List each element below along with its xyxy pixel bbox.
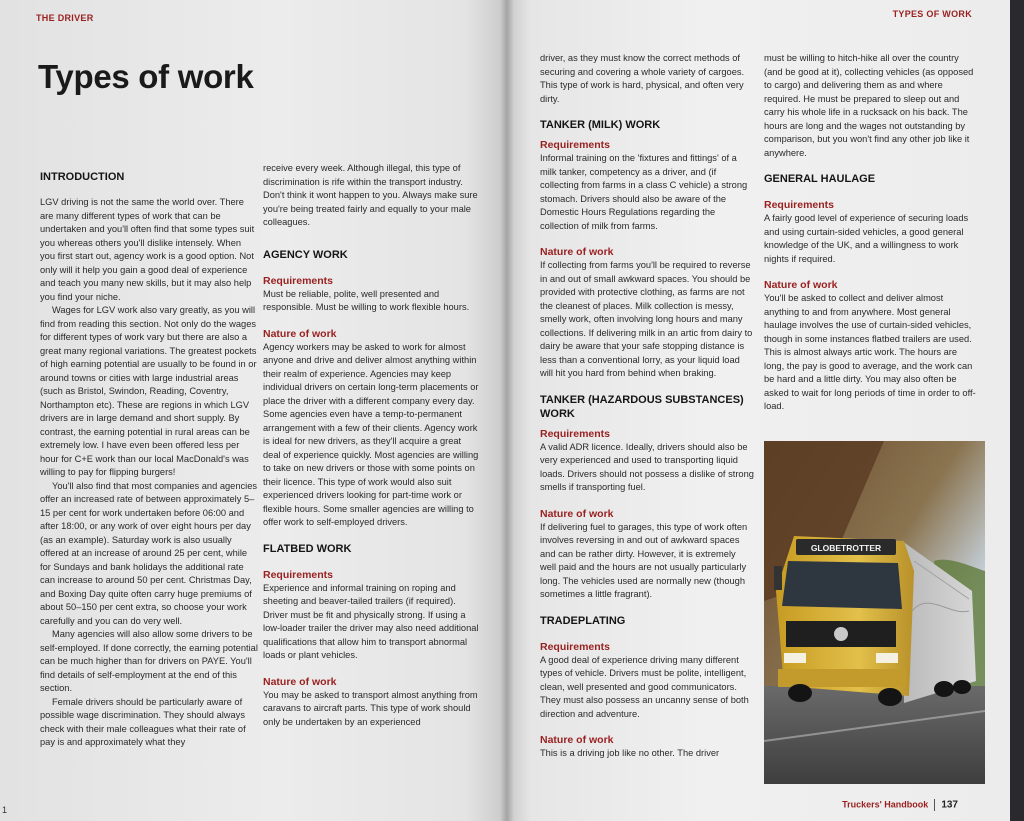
paragraph: You'll also find that most companies and agencies offer an increased rate of between approximately 5–15 per cent for work undertaken before 06:00 and after 18:00, or any work of over eight hours per day (as an example). Saturday work is also usually offered at an increase of around 25 per cent, while for Sundays and bank holidays the additional rate can increase to around 50 per cent. Christmas Day, and Boxing Day quite often carry huge premiums of about 50–150 per cent extra, so choose your work carefully and you can do very well. xyxy=(40,480,258,626)
mirror-left xyxy=(774,566,782,590)
heading-tanker-milk: TANKER (MILK) WORK xyxy=(540,119,661,131)
paragraph: Wages for LGV work also vary greatly, as you will find from reading this section. Not only do the wages for different types of work vary but there are also a great many regional variations. The greatest pockets of high earning potential are usually to be found in or around towns or cities with large industrial areas (such as Bristol, Swindon, Reading, Coventry, Northampton etc). These are regions in which LGV drivers are in large demand and short supply. By contrast, the earning potential in rural areas can be extremely low. I have even been offered less per hour for C+E work than our local MacDonald's was willing to pay for flipping burgers! xyxy=(40,305,257,477)
column-introduction xyxy=(40,170,258,750)
left-page xyxy=(0,0,506,821)
paragraph: receive every week. Although illegal, this type of discrimination is rife within the transport industry. Don't think it wont happen to you. Always make sure you're being treated fairly and equally to your male colleagues. xyxy=(263,163,478,227)
footer-divider xyxy=(934,799,935,811)
paragraph: Agency workers may be asked to work for almost anyone and drive and deliver almost anything within their realm of experience. Agencies may keep individual drivers on certain long-term placements or place the driver with a different company every day. Some agencies even have a temp-to-permanent arrangement with a few of their clients. Agency work is ideal for new drivers, as they'll acquire a great deal of experience quickly. Most agencies are willing to take on new drivers or those with some points on their licence. This type of work would also suit experienced drivers looking for part-time work or flexible hours. Some smaller agencies are willing to offer work to self-employed drivers. xyxy=(263,341,479,527)
paragraph: A good deal of experience driving many different types of vehicle. Drivers must be polite, intelligent, clean, well presented and good communicators. They must also possess an uncanny sense of both direction and adventure. xyxy=(540,654,749,719)
footer-book-title: Truckers' Handbook xyxy=(842,799,929,810)
page-number: 137 xyxy=(941,799,958,811)
subheading-requirements: Requirements xyxy=(540,640,611,653)
paragraph: If collecting from farms you'll be required to reverse in and out of small awkward spaces. You should be provided with protective clothing, as farms are not the cleanest of places. Milk collection is messy, smelly work, often involving long hours and many collections. If delivering milk in an artic from dairy to dairy be aware that your safe stopping distance is less than a conventional lorry, as your liquid load will hit you hard from behind when braking. xyxy=(540,260,753,378)
subheading-requirements: Requirements xyxy=(540,427,611,440)
heading-introduction: INTRODUCTION xyxy=(40,171,125,183)
paragraph: must be willing to hitch-hike all over the country (and be good at it), collecting vehicles (as opposed to cargo) and delivering them as and where required. He must be prepared to sleep out and carry his whole life in a rucksack on his back. The hours are long and the wages not outstanding by comparison, but you won't find any other job like it anywhere. xyxy=(764,53,974,158)
subheading-nature-of-work: Nature of work xyxy=(263,327,337,340)
paragraph: You may be asked to transport almost anything from caravans to aircraft parts. This type of work should only be undertaken by an experienced xyxy=(263,689,478,727)
wheel xyxy=(878,688,902,706)
subheading-requirements: Requirements xyxy=(540,139,611,151)
subheading-nature-of-work: Nature of work xyxy=(764,279,838,291)
truck-brand-text: GLOBETROTTER xyxy=(810,543,882,553)
subheading-requirements: Requirements xyxy=(263,568,334,581)
column-agency-flatbed xyxy=(263,162,481,729)
truck-photo xyxy=(764,441,985,784)
headlight-left xyxy=(784,653,806,663)
paragraph: If delivering fuel to garages, this type of work often involves reversing in and out of awkward spaces and can be rather dirty. However, it is extremely well paid and the hours are not usually particularly long. The vehicles used are normally new (though sometimes a little fragrant). xyxy=(540,521,748,599)
paragraph: Informal training on the 'fixtures and fittings' of a milk tanker, competency as a driver, and (if collecting from farms in a class C vehicle) a strong stomach. Drivers should also be aware of the Domestic Hours Regulations regarding the collection of milk from farms. xyxy=(540,153,748,231)
heading-tradeplating: TRADEPLATING xyxy=(540,614,626,627)
subheading-nature-of-work: Nature of work xyxy=(263,675,337,688)
subheading-nature-of-work: Nature of work xyxy=(540,507,614,520)
brand-badge xyxy=(834,627,848,641)
wheel xyxy=(788,684,812,702)
paragraph: A fairly good level of experience of securing loads and using curtain-sided vehicles, a good general knowledge of the UK, and a willingness to work nights if required. xyxy=(764,213,969,264)
subheading-nature-of-work: Nature of work xyxy=(540,246,614,258)
column-tanker-tradeplating xyxy=(540,52,754,761)
page-title: Types of work xyxy=(38,58,254,95)
windscreen xyxy=(782,561,902,609)
paragraph: driver, as they must know the correct methods of securing and covering a whole variety of cargoes. This type of work is hard, physical, and often very dirty. xyxy=(540,53,745,104)
heading-tanker-hazardous: TANKER (HAZARDOUS SUBSTANCES) WORK xyxy=(540,393,744,420)
page-footer xyxy=(842,799,958,811)
paragraph: A valid ADR licence. Ideally, drivers should also be very experienced and used to transporting liquid loads. Drivers should not possess a dislike of strong smells if transporting fuel. xyxy=(540,441,754,492)
paragraph: Female drivers should be particularly aware of possible wage discrimination. They should always check with their male colleagues what their rate of pay is and approximately what they xyxy=(40,696,246,747)
wheel xyxy=(953,680,971,694)
subheading-requirements: Requirements xyxy=(764,199,835,211)
paragraph: LGV driving is not the same the world over. There are many different types of work that can be undertaken and you'll often find that some types suit you whereas others you'll dislike intensely. When you first start out, agency work is a good option. Not only will it help you gain a good deal of experience and teach you many new skills, but it may also help you find your niche. xyxy=(40,197,255,302)
paragraph: Must be reliable, polite, well presented and responsible. Must be willing to work flexible hours. xyxy=(263,288,470,312)
heading-general-haulage: GENERAL HAULAGE xyxy=(764,173,876,185)
heading-flatbed-work: FLATBED WORK xyxy=(263,542,352,555)
subheading-requirements: Requirements xyxy=(263,274,334,287)
paragraph: This is a driving job like no other. The driver xyxy=(540,748,720,758)
headlight-right xyxy=(876,653,898,663)
subheading-nature-of-work: Nature of work xyxy=(540,734,614,746)
running-head-right: TYPES OF WORK xyxy=(892,9,972,19)
paragraph: Many agencies will also allow some drivers to be self-employed. If done correctly, the earning potential can be much higher than for drivers on PAYE. You'll find details of self-employment at the end of this section. xyxy=(40,629,258,693)
column-general-haulage xyxy=(764,52,976,414)
book-spine-shadow xyxy=(500,0,514,821)
heading-agency-work: AGENCY WORK xyxy=(263,248,348,261)
truck-illustration xyxy=(764,441,985,784)
paragraph: Experience and informal training on roping and sheeting and beaver-tailed trailers (if required). Driver must be fit and physically strong. If using a low-loader trailer the driver may also need additional qualifications that allow him to transport abnormal loads or plant vehicles. xyxy=(263,582,479,660)
page-corner-number: 1 xyxy=(2,805,8,815)
paragraph: You'll be asked to collect and deliver almost anything to and from anywhere. Most general haulage involves the use of curtain-sided vehicles, though in some instances flatbed trailers are used. This is almost always artic work. The hours are long, the pay is good to average, and the work can be hard and a little dirty. You may also often be asked to wait for long periods of time in order to off-load. xyxy=(764,293,976,411)
wheel xyxy=(934,681,954,697)
running-head-left: THE DRIVER xyxy=(36,13,94,23)
